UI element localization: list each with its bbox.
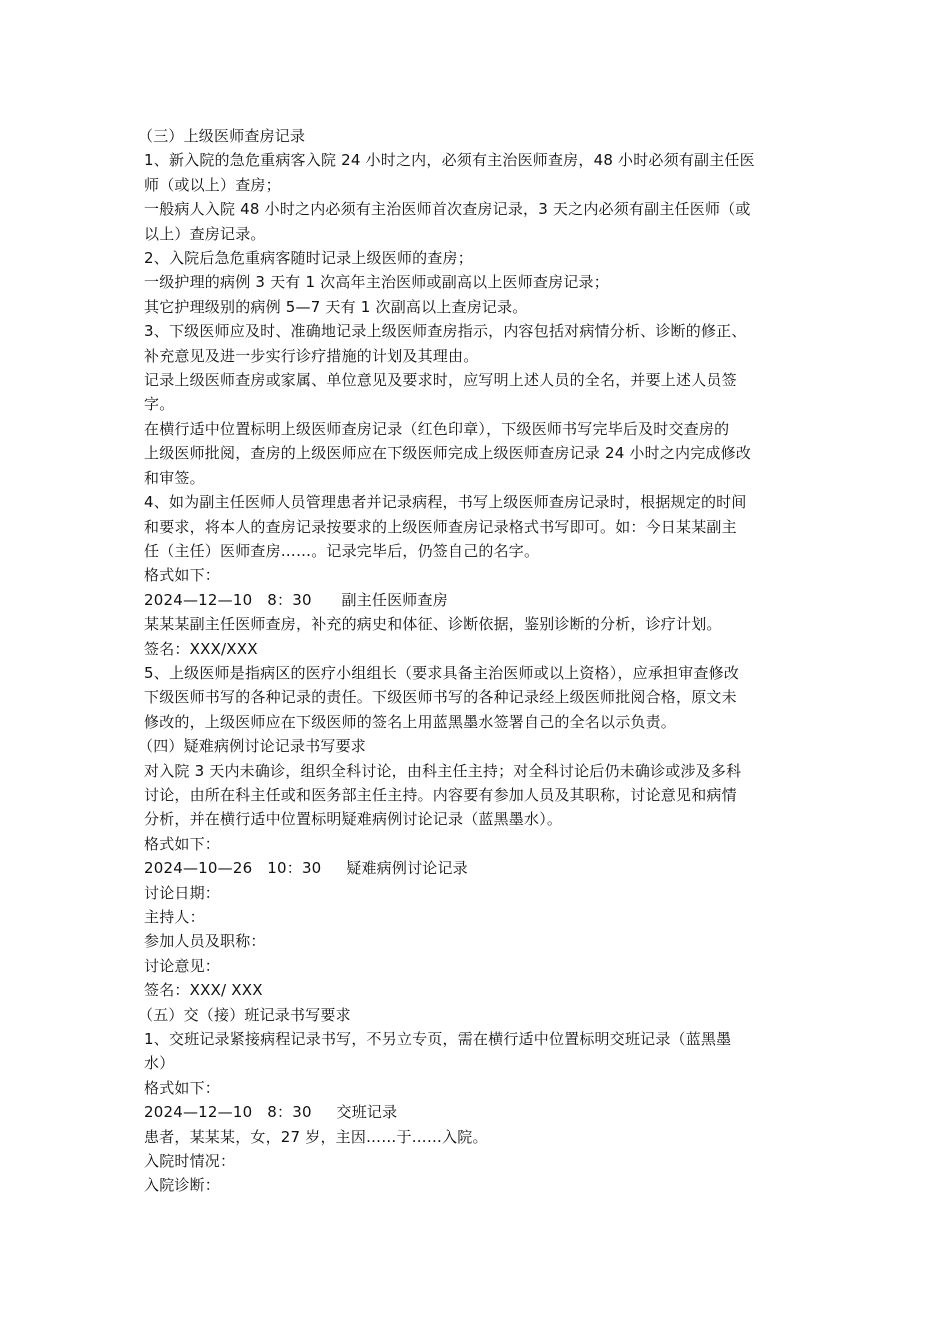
text-line: 一级护理的病例 3 天有 1 次高年主治医师或副高以上医师查房记录；: [144, 273, 609, 292]
text-line: 师（或以上）查房；: [144, 175, 281, 194]
text-line: 字。: [144, 395, 175, 414]
text-line: 分析，并在横行适中位置标明疑难病例讨论记录（蓝黑墨水）。: [144, 810, 563, 829]
signature-line: 签名：XXX/XXX: [144, 639, 258, 658]
text-line: 对入院 3 天内未确诊，组织全科讨论，由科主任主持；对全科讨论后仍未确诊或涉及多科: [144, 761, 742, 780]
document-body: [138, 124, 808, 1198]
text-line: 4、如为副主任医师人员管理患者并记录病程，书写上级医师查房记录时，根据规定的时间: [144, 493, 747, 512]
format-example-line: 2024—10—26 10：30 疑难病例讨论记录: [144, 859, 468, 878]
text-line: 任（主任）医师查房……。记录完毕后，仍签自己的名字。: [144, 541, 540, 560]
section-heading-4: （四）疑难病例讨论记录书写要求: [138, 737, 367, 756]
format-label: 格式如下：: [144, 566, 221, 585]
text-line: 和要求，将本人的查房记录按要求的上级医师查房记录格式书写即可。如：今日某某副主: [144, 517, 737, 536]
format-example-line: 2024—12—10 8：30 交班记录: [144, 1103, 398, 1122]
text-line: 和审签。: [144, 468, 205, 487]
form-field-label: 讨论日期：: [144, 883, 221, 902]
form-field-label: 主持人：: [144, 908, 205, 926]
text-line: 患者，某某某，女，27 岁，主因……于……入院。: [144, 1127, 488, 1146]
text-line: 在横行适中位置标明上级医师查房记录（红色印章），下级医师书写完毕后及时交查房的: [144, 419, 730, 438]
text-line: 某某某副主任医师查房，补充的病史和体征、诊断依据，鉴别诊断的分析，诊疗计划。: [144, 615, 722, 634]
text-line: 1、交班记录紧接病程记录书写，不另立专页，需在横行适中位置标明交班记录（蓝黑墨: [144, 1030, 732, 1049]
text-line: 2、入院后急危重病客随时记录上级医师的查房；: [144, 249, 473, 268]
form-field-label: 入院时情况：: [144, 1152, 236, 1171]
text-line: 其它护理级别的病例 5—7 天有 1 次副高以上查房记录。: [144, 297, 528, 316]
text-line: 上级医师批阅，查房的上级医师应在下级医师完成上级医师查房记录 24 小时之内完成修改: [144, 444, 752, 463]
text-line: 以上）查房记录。: [144, 224, 266, 243]
text-line: 1、新入院的急危重病客入院 24 小时之内，必须有主治医师查房，48 小时必须有副主任医: [144, 151, 755, 170]
text-line: 水）: [144, 1054, 175, 1073]
text-line: 补充意见及进一步实行诊疗措施的计划及其理由。: [144, 346, 479, 365]
text-line: 讨论，由所在科主任或和医务部主任主持。内容要有参加人员及其职称，讨论意见和病情: [144, 785, 737, 804]
section-heading-5: （五）交（接）班记录书写要求: [138, 1005, 351, 1024]
text-line: 一般病人入院 48 小时之内必须有主治医师首次查房记录，3 天之内必须有副主任医师（或: [144, 200, 751, 219]
text-line: 3、下级医师应及时、准确地记录上级医师查房指示，内容包括对病情分析、诊断的修正、: [144, 322, 747, 341]
text-line: 下级医师书写的各种记录的责任。下级医师书写的各种记录经上级医师批阅合格，原文未: [144, 688, 737, 707]
form-field-label: 参加人员及职称：: [144, 932, 266, 951]
form-field-label: 入院诊断：: [144, 1176, 221, 1195]
text-line: 记录上级医师查房或家属、单位意见及要求时，应写明上述人员的全名，并要上述人员签: [144, 371, 737, 390]
text-line: 5、上级医师是指病区的医疗小组组长（要求具备主治医师或以上资格），应承担审查修改: [144, 663, 740, 682]
signature-line: 签名：XXX/ XXX: [144, 981, 263, 1000]
form-field-label: 讨论意见：: [144, 956, 221, 975]
format-example-line: 2024—12—10 8：30 副主任医师查房: [144, 590, 448, 609]
format-label: 格式如下：: [144, 1078, 221, 1097]
text-line: 修改的，上级医师应在下级医师的签名上用蓝黑墨水签署自己的全名以示负责。: [144, 712, 677, 731]
format-label: 格式如下：: [144, 834, 221, 853]
section-heading-3: （三）上级医师查房记录: [138, 127, 306, 145]
